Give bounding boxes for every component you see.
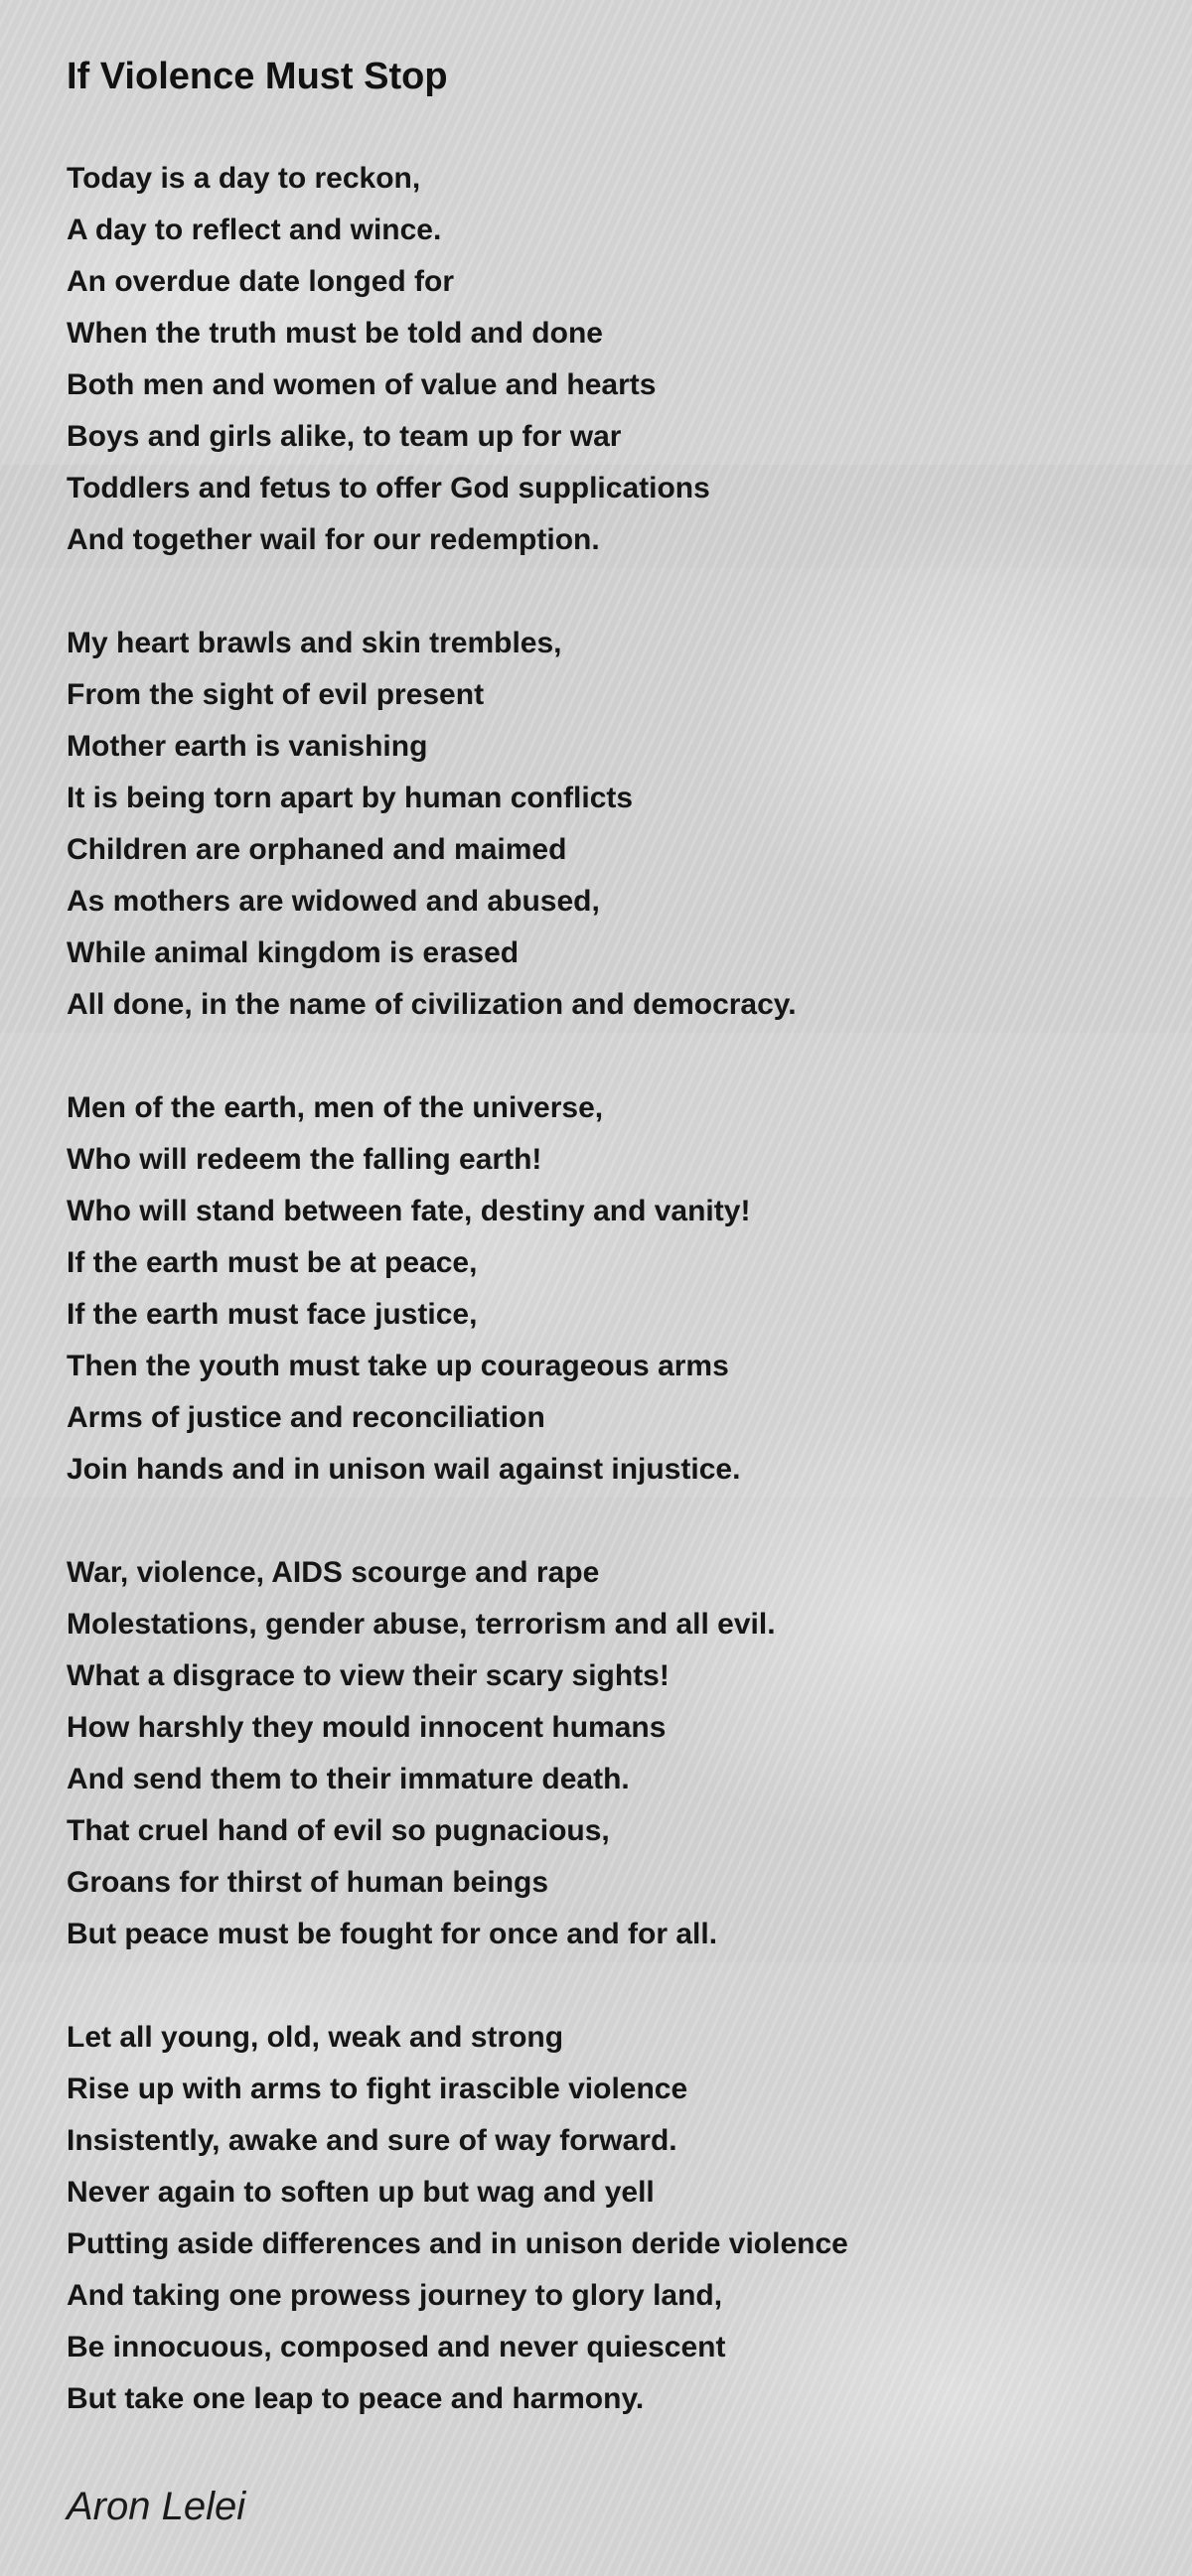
poem-line: And send them to their immature death. bbox=[67, 1763, 630, 1795]
poem-line: Let all young, old, weak and strong bbox=[67, 2021, 564, 2054]
poem-line: Today is a day to reckon, bbox=[67, 162, 421, 195]
poem-line: A day to reflect and wince. bbox=[67, 214, 442, 246]
poem-line: Toddlers and fetus to offer God supplications bbox=[67, 472, 710, 504]
poem-line: Mother earth is vanishing bbox=[67, 730, 428, 763]
poem-line: Who will stand between fate, destiny and vanity! bbox=[67, 1195, 751, 1227]
poem-line: Rise up with arms to fight irascible violence bbox=[67, 2073, 688, 2105]
poem-title: If Violence Must Stop bbox=[67, 56, 448, 97]
poem-line: Who will redeem the falling earth! bbox=[67, 1143, 542, 1176]
poem-line: All done, in the name of civilization and democracy. bbox=[67, 988, 797, 1021]
stanza-1 bbox=[67, 153, 1159, 566]
poem-line: As mothers are widowed and abused, bbox=[67, 885, 600, 918]
poem-line: But take one leap to peace and harmony. bbox=[67, 2382, 645, 2415]
poem-body bbox=[67, 153, 1159, 2425]
poem-line: If the earth must face justice, bbox=[67, 1298, 478, 1331]
poem-author: Aron Lelei bbox=[67, 2485, 246, 2528]
stanza-4 bbox=[67, 1547, 1159, 1960]
poem-line: How harshly they mould innocent humans bbox=[67, 1711, 667, 1744]
poem-line: Arms of justice and reconciliation bbox=[67, 1401, 545, 1434]
poem-line: Never again to soften up but wag and yell bbox=[67, 2176, 655, 2209]
poem-line: While animal kingdom is erased bbox=[67, 936, 520, 969]
poem-line: Putting aside differences and in unison deride violence bbox=[67, 2227, 848, 2260]
poem-line: Insistently, awake and sure of way forward. bbox=[67, 2124, 677, 2157]
poem-line: Boys and girls alike, to team up for war bbox=[67, 420, 622, 453]
poem-line: Be innocuous, composed and never quiescent bbox=[67, 2331, 726, 2363]
poem-line: If the earth must be at peace, bbox=[67, 1246, 478, 1279]
poem-line: What a disgrace to view their scary sights! bbox=[67, 1659, 670, 1692]
poem-line: An overdue date longed for bbox=[67, 265, 455, 298]
poem-line: But peace must be fought for once and for all. bbox=[67, 1918, 718, 1950]
poem-card bbox=[67, 52, 1159, 2536]
poem-line: Children are orphaned and maimed bbox=[67, 833, 567, 866]
stanza-5 bbox=[67, 2012, 1159, 2425]
stanza-3 bbox=[67, 1082, 1159, 1496]
poem-line: Join hands and in unison wail against injustice. bbox=[67, 1453, 741, 1486]
poem-line: It is being torn apart by human conflicts bbox=[67, 782, 634, 814]
poem-line: Molestations, gender abuse, terrorism and all evil. bbox=[67, 1608, 776, 1641]
poem-line: My heart brawls and skin trembles, bbox=[67, 627, 562, 659]
poem-line: Groans for thirst of human beings bbox=[67, 1866, 549, 1899]
poem-line: And taking one prowess journey to glory land, bbox=[67, 2279, 723, 2312]
poem-line: War, violence, AIDS scourge and rape bbox=[67, 1556, 600, 1589]
stanza-2 bbox=[67, 618, 1159, 1031]
poem-line: Then the youth must take up courageous arms bbox=[67, 1350, 729, 1382]
poem-line: When the truth must be told and done bbox=[67, 317, 603, 350]
poem-line: Both men and women of value and hearts bbox=[67, 368, 657, 401]
poem-line: From the sight of evil present bbox=[67, 678, 485, 711]
poem-line: Men of the earth, men of the universe, bbox=[67, 1091, 604, 1124]
poem-line: And together wail for our redemption. bbox=[67, 523, 600, 556]
poem-line: That cruel hand of evil so pugnacious, bbox=[67, 1814, 610, 1847]
